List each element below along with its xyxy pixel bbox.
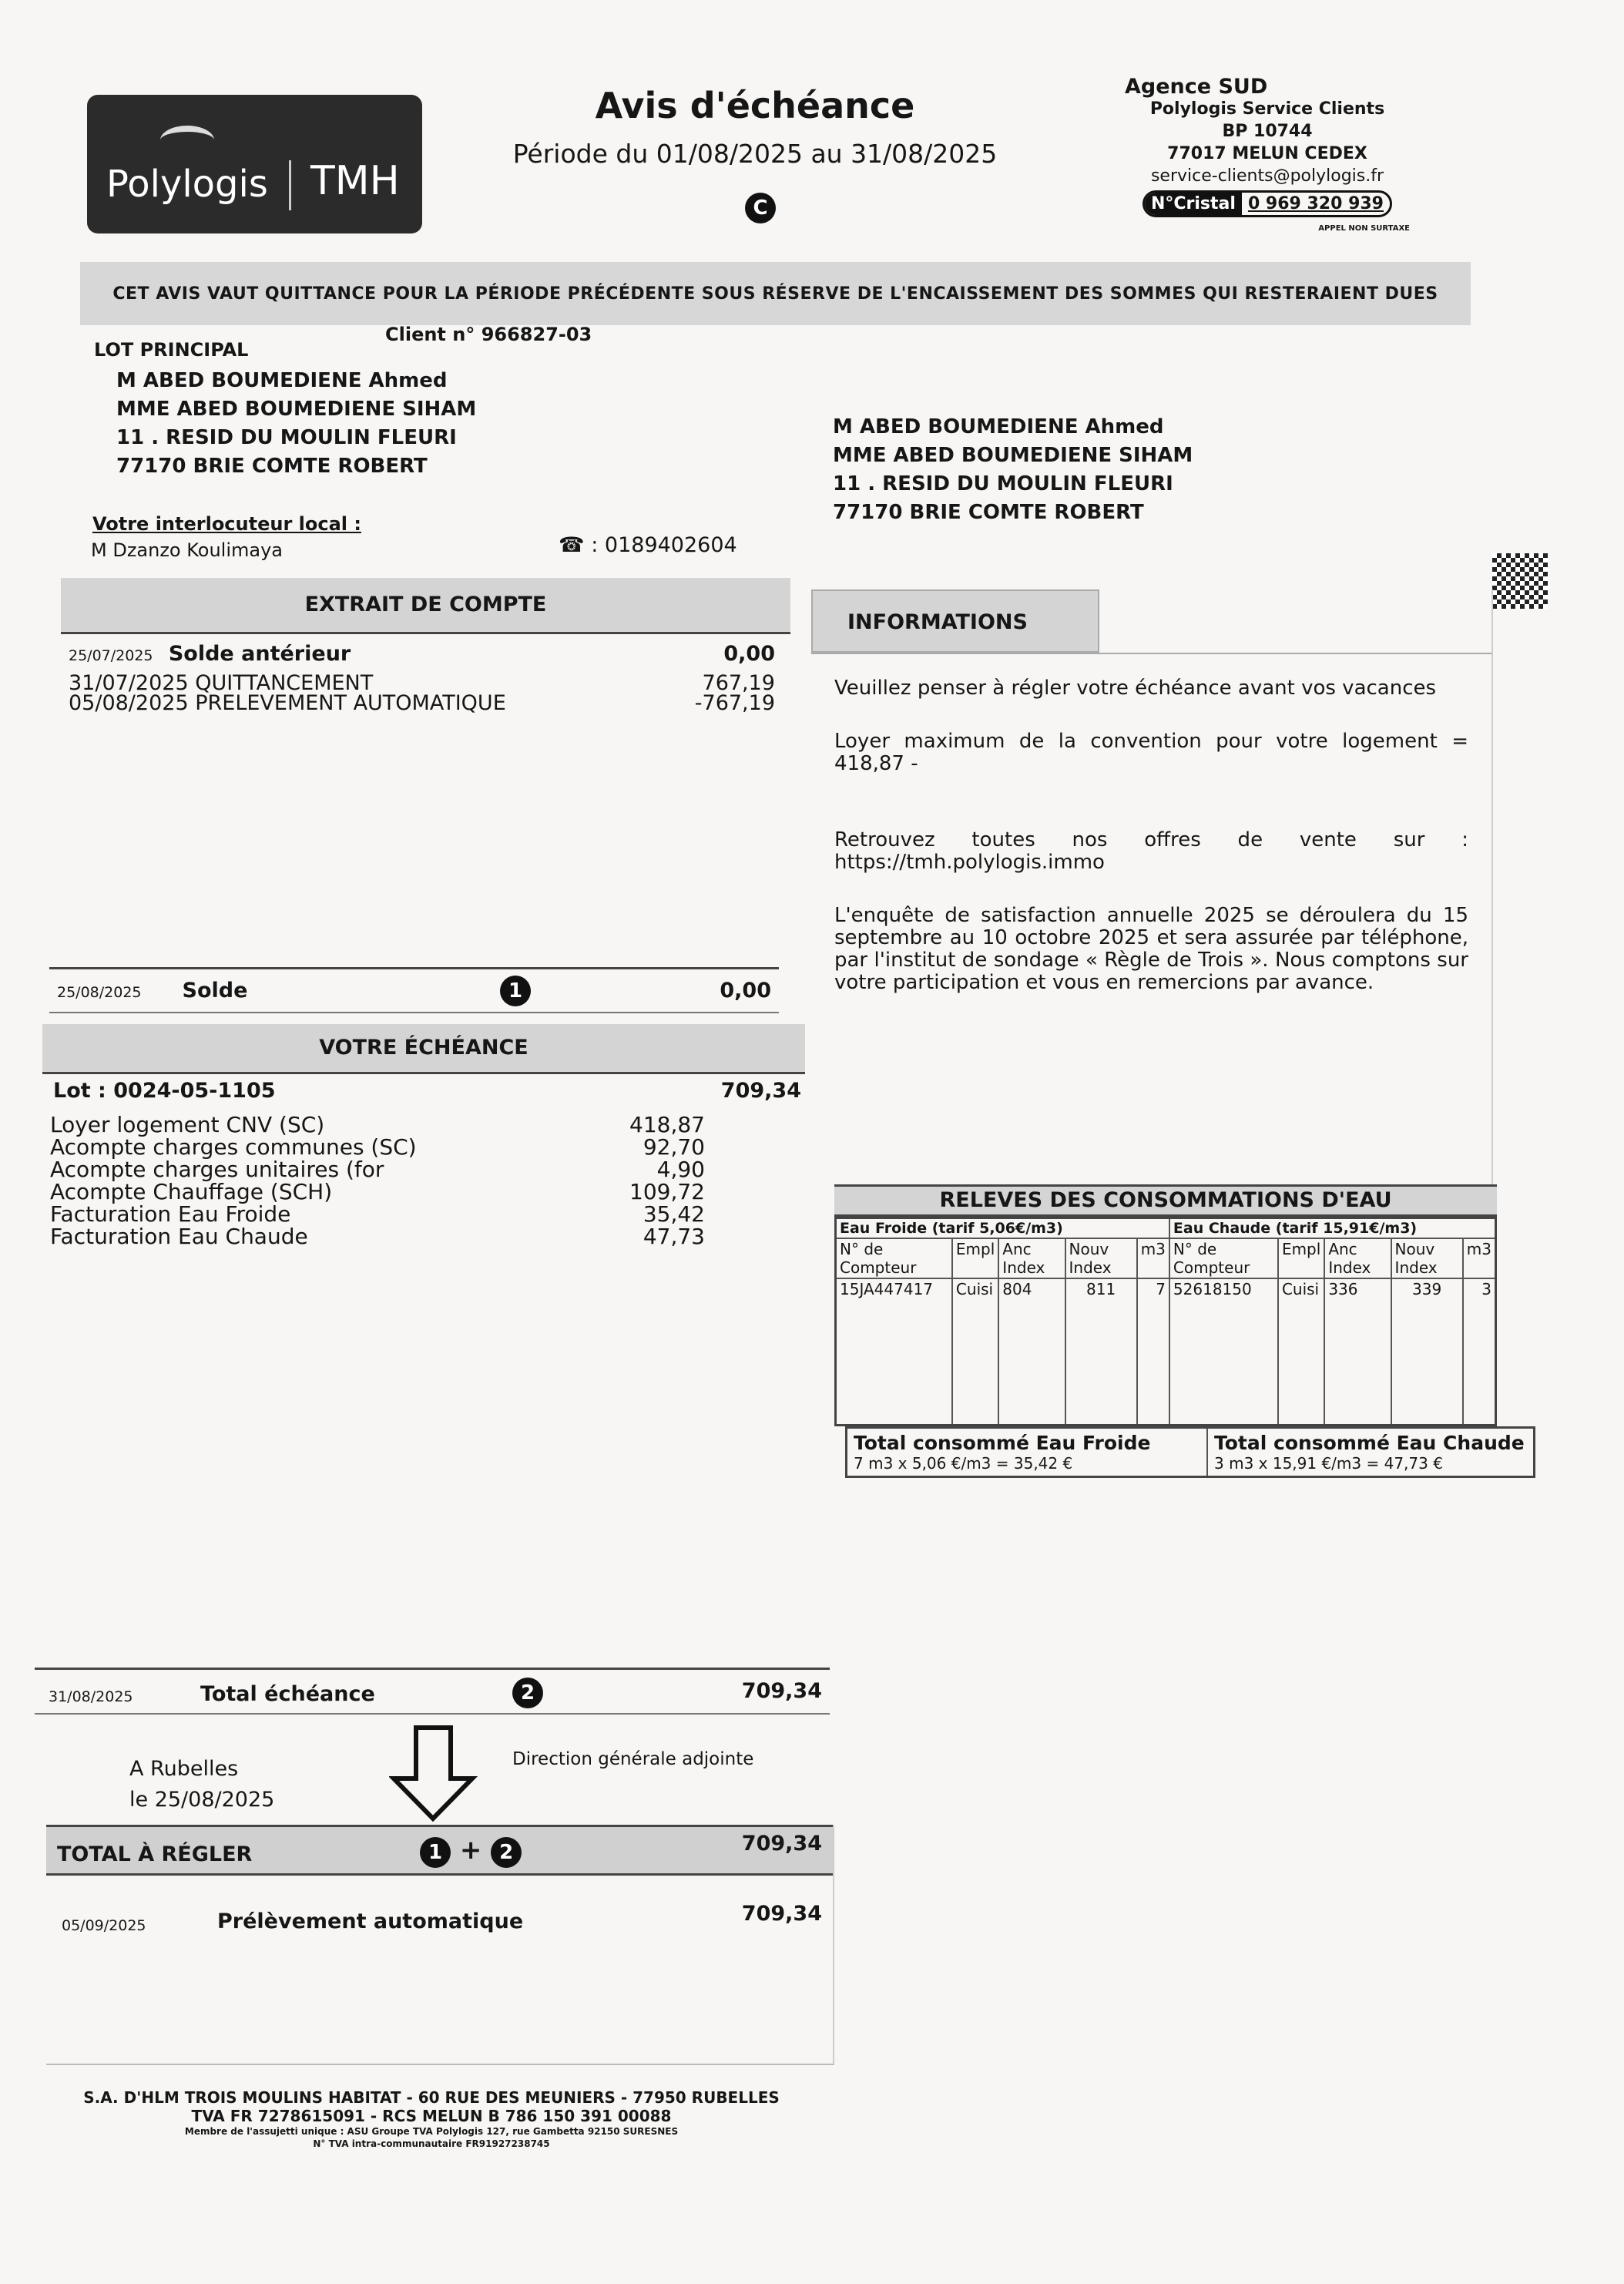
plus: + — [459, 1835, 482, 1866]
label: Solde — [182, 979, 248, 1003]
info-paragraph: Veuillez penser à régler votre échéance avant vos vacances — [834, 677, 1437, 700]
info-paragraph: Loyer maximum de la convention pour votre logement = 418,87 - — [834, 730, 1468, 775]
due-items — [42, 1103, 809, 1248]
pay-date: 05/09/2025 — [62, 1917, 146, 1934]
balance-row — [49, 967, 779, 1013]
signature-place — [129, 1754, 274, 1815]
value: 7 m3 x 5,06 €/m3 = 35,42 € — [854, 1453, 1073, 1473]
water-table — [834, 1217, 1497, 1426]
col-header: Anc Index — [998, 1238, 1065, 1278]
client-address — [116, 367, 476, 481]
account-extract — [57, 578, 790, 1021]
col-header: N° de Compteur — [1169, 1238, 1278, 1278]
col-header: Nouv Index — [1065, 1238, 1137, 1278]
table-row — [836, 1278, 1496, 1425]
cell: 7 — [1137, 1278, 1169, 1425]
amount: 767,19 — [702, 671, 775, 695]
footer-line: Membre de l'assujetti unique : ASU Groupe TVA Polylogis 127, rue Gambetta 92150 SURESNES — [184, 2126, 679, 2137]
total-due-row — [35, 1668, 830, 1715]
amount: 709,34 — [741, 1832, 822, 1856]
footer-line: S.A. D'HLM TROIS MOULINS HABITAT - 60 RUE DES MEUNIERS - 77950 RUBELLES — [83, 2088, 780, 2107]
interlocutor-label: Votre interlocuteur local : — [92, 513, 361, 535]
lot-row — [42, 1074, 809, 1103]
address-line: 11 . RESID DU MOULIN FLEURI — [833, 472, 1173, 495]
informations-title: INFORMATIONS — [811, 589, 1099, 653]
water-title: RELEVES DES CONSOMMATIONS D'EAU — [834, 1184, 1497, 1217]
date: 05/08/2025 — [69, 691, 189, 715]
water-readings — [834, 1184, 1525, 1478]
informations-panel — [811, 589, 1493, 1187]
interlocutor-name: M Dzanzo Koulimaya — [91, 539, 284, 561]
cell: Cuisi — [952, 1278, 998, 1425]
amount: 35,42 — [643, 1201, 705, 1227]
cristal-label: N°Cristal — [1145, 193, 1242, 215]
lot-number: Lot : 0024-05-1105 — [53, 1079, 276, 1103]
logo-brand: Polylogis — [106, 163, 268, 206]
agency-email: service-clients@polylogis.fr — [1150, 166, 1384, 186]
label: Total échéance — [200, 1682, 375, 1706]
due-item — [50, 1113, 809, 1136]
col-header: Empl — [1278, 1238, 1324, 1278]
logo-sub: TMH — [310, 158, 400, 204]
amount: 4,90 — [656, 1157, 705, 1182]
amount: -767,19 — [694, 691, 775, 715]
amount: 92,70 — [643, 1134, 705, 1160]
cristal-note: APPEL NON SURTAXE — [1318, 224, 1410, 233]
col-header: Empl — [952, 1238, 998, 1278]
agency-service: Polylogis Service Clients — [1149, 99, 1385, 119]
cell: 339 — [1391, 1278, 1463, 1425]
address-line: 77170 BRIE COMTE ROBERT — [833, 501, 1144, 524]
pay-amount: 709,34 — [741, 1902, 822, 1926]
due-item — [50, 1158, 809, 1181]
number-1-icon: 1 — [420, 1837, 451, 1868]
address-line: MME ABED BOUMEDIENE SIHAM — [116, 398, 477, 421]
number-1-icon: 1 — [500, 976, 531, 1006]
amount: 709,34 — [741, 1679, 822, 1703]
previous-balance-row — [61, 634, 790, 666]
cell: 3 — [1463, 1278, 1496, 1425]
col-header: Anc Index — [1324, 1238, 1391, 1278]
account-row — [61, 666, 790, 694]
cell: 804 — [998, 1278, 1065, 1425]
pay-method: Prélèvement automatique — [217, 1909, 524, 1933]
label: PRELEVEMENT AUTOMATIQUE — [195, 691, 506, 715]
address-line: MME ABED BOUMEDIENE SIHAM — [833, 444, 1193, 467]
client-number: Client n° 966827-03 — [385, 324, 592, 345]
label: TOTAL À RÉGLER — [57, 1842, 253, 1866]
phone-icon: ☎ — [559, 533, 585, 557]
address-line: 77170 BRIE COMTE ROBERT — [116, 455, 428, 478]
number-2-icon: 2 — [512, 1678, 543, 1708]
date: 25/08/2025 — [57, 984, 142, 1001]
label: Facturation Eau Chaude — [50, 1224, 308, 1249]
date: 25/07/2025 — [69, 647, 153, 664]
number-2-icon: 2 — [491, 1837, 522, 1868]
due-section — [42, 1024, 809, 1718]
address-line: M ABED BOUMEDIENE Ahmed — [833, 415, 1164, 438]
date: 31/08/2025 — [49, 1688, 133, 1705]
logo-eye-icon — [160, 126, 214, 155]
label: Acompte Chauffage (SCH) — [50, 1179, 333, 1204]
qr-code — [1492, 553, 1548, 609]
agency-block — [1094, 76, 1441, 240]
total-to-pay — [46, 1825, 834, 2065]
account-row — [61, 691, 790, 715]
label: Facturation Eau Froide — [50, 1201, 291, 1227]
cell: 811 — [1065, 1278, 1137, 1425]
address-line: 11 . RESID DU MOULIN FLEURI — [116, 426, 457, 449]
signature-role: Direction générale adjointe — [512, 1749, 754, 1769]
document-title: Avis d'échéance — [595, 85, 915, 126]
amount: 109,72 — [629, 1179, 705, 1204]
date: 31/07/2025 — [69, 671, 189, 695]
hot-water-title: Eau Chaude (tarif 15,91€/m3) — [1169, 1218, 1496, 1239]
label: Loyer logement CNV (SC) — [50, 1112, 325, 1137]
address-line: M ABED BOUMEDIENE Ahmed — [116, 369, 448, 392]
amount: 0,00 — [723, 642, 775, 666]
amount: 0,00 — [720, 979, 771, 1003]
col-header: Nouv Index — [1391, 1238, 1463, 1278]
col-header: N° de Compteur — [836, 1238, 952, 1278]
footer — [46, 2088, 817, 2150]
label: QUITTANCEMENT — [195, 671, 374, 695]
label: Total consommé Eau Chaude — [1214, 1431, 1525, 1454]
agency-name: Agence SUD — [1125, 75, 1268, 99]
cristal-number: 0 969 320 939 — [1247, 194, 1384, 213]
receipt-banner: CET AVIS VAUT QUITTANCE POUR LA PÉRIODE PRÉCÉDENTE SOUS RÉSERVE DE L'ENCAISSEMENT DES SOMMES QUI RESTERAIENT DUES — [80, 262, 1471, 325]
place: A Rubelles — [129, 1757, 239, 1781]
lot-amount: 709,34 — [720, 1079, 801, 1103]
info-paragraph: Retrouvez toutes nos offres de vente sur : https://tmh.polylogis.immo — [834, 828, 1468, 874]
due-item — [50, 1181, 809, 1203]
label: Acompte charges unitaires (for — [50, 1157, 384, 1182]
date: le 25/08/2025 — [129, 1788, 275, 1812]
amount: 418,87 — [629, 1112, 705, 1137]
interlocutor-phone: : 0189402604 — [591, 533, 737, 557]
cold-total — [847, 1429, 1208, 1476]
lot-label: LOT PRINCIPAL — [94, 339, 249, 361]
due-item — [50, 1136, 809, 1158]
footer-line: N° TVA intra-communautaire FR91927238745 — [313, 2138, 550, 2149]
due-item — [50, 1203, 809, 1225]
period: Période du 01/08/2025 au 31/08/2025 — [512, 139, 998, 169]
account-extract-title: EXTRAIT DE COMPTE — [61, 578, 790, 634]
col-header: m3 — [1463, 1238, 1496, 1278]
info-paragraph: L'enquête de satisfaction annuelle 2025 se déroulera du 15 septembre au 10 octobre 2025 et sera assurée par téléphone, par l'institut de sondage « Règle de Trois ». Nous comptons sur votre participation et vous en remercions par avance. — [834, 904, 1468, 994]
label: Acompte charges communes (SC) — [50, 1134, 417, 1160]
badge-icon: C — [745, 193, 776, 223]
recipient-address — [833, 413, 1193, 527]
label: Solde antérieur — [168, 642, 351, 666]
due-item — [50, 1225, 809, 1248]
col-header: m3 — [1137, 1238, 1169, 1278]
hot-total — [1208, 1429, 1531, 1476]
label: Total consommé Eau Froide — [854, 1431, 1151, 1454]
cold-water-title: Eau Froide (tarif 5,06€/m3) — [836, 1218, 1169, 1239]
footer-line: TVA FR 7278615091 - RCS MELUN B 786 150 391 00088 — [191, 2107, 672, 2125]
agency-city: 77017 MELUN CEDEX — [1167, 144, 1367, 163]
polylogis-tmh-logo — [87, 95, 422, 233]
amount: 47,73 — [643, 1224, 705, 1249]
agency-bp: BP 10744 — [1222, 122, 1313, 141]
cell: 15JA447417 — [836, 1278, 952, 1425]
cell: 52618150 — [1169, 1278, 1278, 1425]
value: 3 m3 x 15,91 €/m3 = 47,73 € — [1214, 1453, 1443, 1473]
down-arrow-icon — [389, 1725, 478, 1823]
cell: 336 — [1324, 1278, 1391, 1425]
due-title: VOTRE ÉCHÉANCE — [42, 1024, 805, 1074]
cristal-phone — [1143, 190, 1392, 217]
cell: Cuisi — [1278, 1278, 1324, 1425]
